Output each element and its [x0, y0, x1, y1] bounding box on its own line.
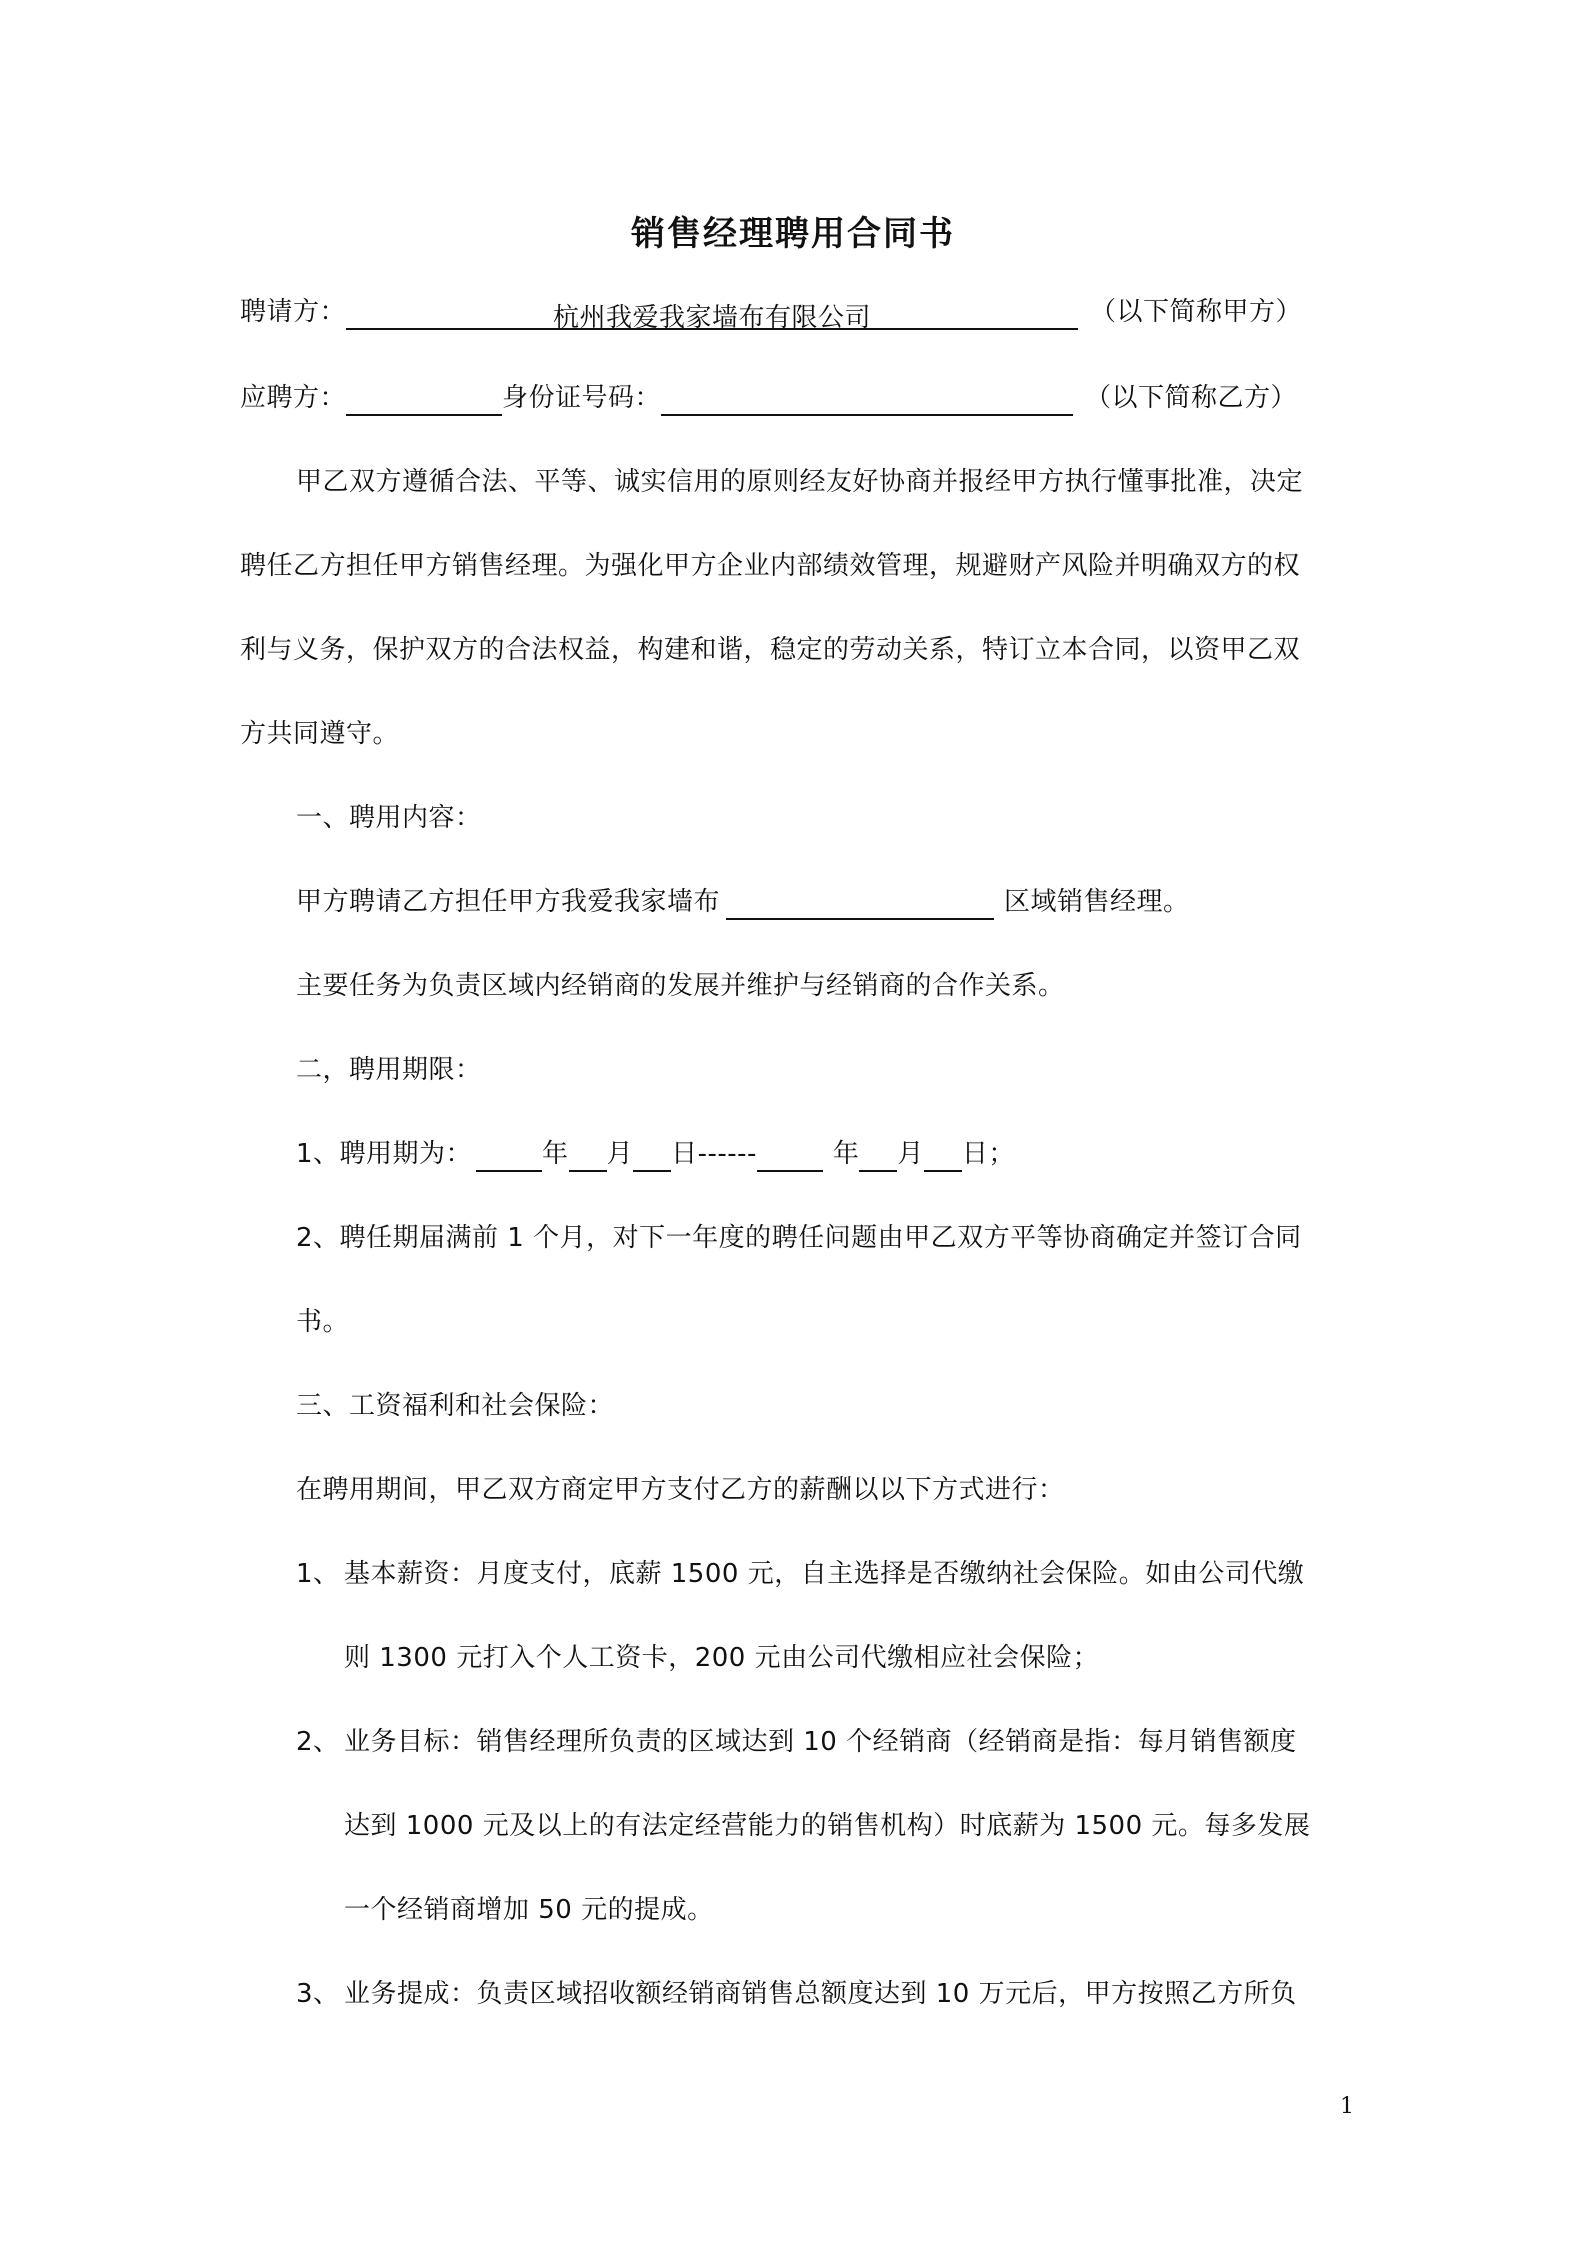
start-year-field [476, 1142, 542, 1172]
section-3-heading: 三、工资福利和社会保险： [296, 1391, 615, 1421]
salary-item-2-line-3: 一个经销商增加 50 元的提成。 [344, 1895, 714, 1925]
list-number: 1、 [296, 1559, 340, 1589]
party-b-suffix: （以下简称乙方） [1085, 383, 1298, 413]
end-month-field [859, 1142, 897, 1172]
section-1-line-2: 主要任务为负责区域内经销商的发展并维护与经销商的合作关系。 [296, 971, 1065, 1001]
list-number: 2、 [296, 1727, 340, 1757]
party-b-id-label: 身份证号码： [502, 383, 662, 413]
term-item-2-line-1: 2、聘任期届满前 1 个月，对下一年度的聘任问题由甲乙双方平等协商确定并签订合同 [296, 1223, 1302, 1253]
intro-line-3: 利与义务，保护双方的合法权益，构建和谐，稳定的劳动关系，特订立本合同，以资甲乙双 [240, 635, 1301, 665]
party-b-label: 应聘方： [240, 383, 347, 413]
section-1-heading: 一、聘用内容： [296, 803, 482, 833]
start-day-field [633, 1142, 671, 1172]
party-a-suffix: （以下简称甲方） [1090, 297, 1303, 327]
term-row: 1、聘用期为： 年 月 日------ 年 月 日； [296, 1136, 1015, 1172]
section-2-heading: 二，聘用期限： [296, 1055, 482, 1085]
party-a-label: 聘请方： [240, 297, 347, 327]
start-month-field [569, 1142, 607, 1172]
salary-item-1-line-2: 则 1300 元打入个人工资卡，200 元由公司代缴相应社会保险； [344, 1643, 1100, 1673]
end-year-field [757, 1142, 823, 1172]
document-title: 销售经理聘用合同书 [631, 214, 955, 254]
section-3-intro: 在聘用期间，甲乙双方商定甲方支付乙方的薪酬以以下方式进行： [296, 1475, 1065, 1505]
region-field [726, 890, 994, 920]
party-b-row [240, 380, 1297, 416]
intro-line-4: 方共同遵守。 [240, 719, 400, 749]
salary-item-1-line-1: 1、 基本薪资：月度支付，底薪 1500 元，自主选择是否缴纳社会保险。如由公司代缴 [296, 1556, 1304, 1592]
term-item-2-line-2: 书。 [296, 1307, 350, 1337]
salary-item-3-line-1: 3、 业务提成：负责区域招收额经销商销售总额度达到 10 万元后，甲方按照乙方所负 [296, 1976, 1297, 2012]
party-b-id-field [661, 386, 1073, 416]
party-a-name-field: 杭州我爱我家墙布有限公司 [346, 300, 1078, 330]
list-number: 3、 [296, 1979, 340, 2009]
intro-line-2: 聘任乙方担任甲方销售经理。为强化甲方企业内部绩效管理，规避财产风险并明确双方的权 [240, 551, 1301, 581]
salary-item-2-line-1: 2、 业务目标：销售经理所负责的区域达到 10 个经销商（经销商是指：每月销售额度 [296, 1724, 1297, 1760]
page-number: 1 [1340, 2094, 1354, 2119]
section-1-line-1: 甲方聘请乙方担任甲方我爱我家墙布 区域销售经理。 [296, 884, 1190, 920]
intro-line-1: 甲乙双方遵循合法、平等、诚实信用的原则经友好协商并报经甲方执行懂事批准，决定 [296, 467, 1304, 497]
party-b-name-field [346, 386, 502, 416]
salary-item-2-line-2: 达到 1000 元及以上的有法定经营能力的销售机构）时底薪为 1500 元。每多发展 [344, 1811, 1311, 1841]
party-a-row [240, 294, 1303, 333]
end-day-field [924, 1142, 962, 1172]
